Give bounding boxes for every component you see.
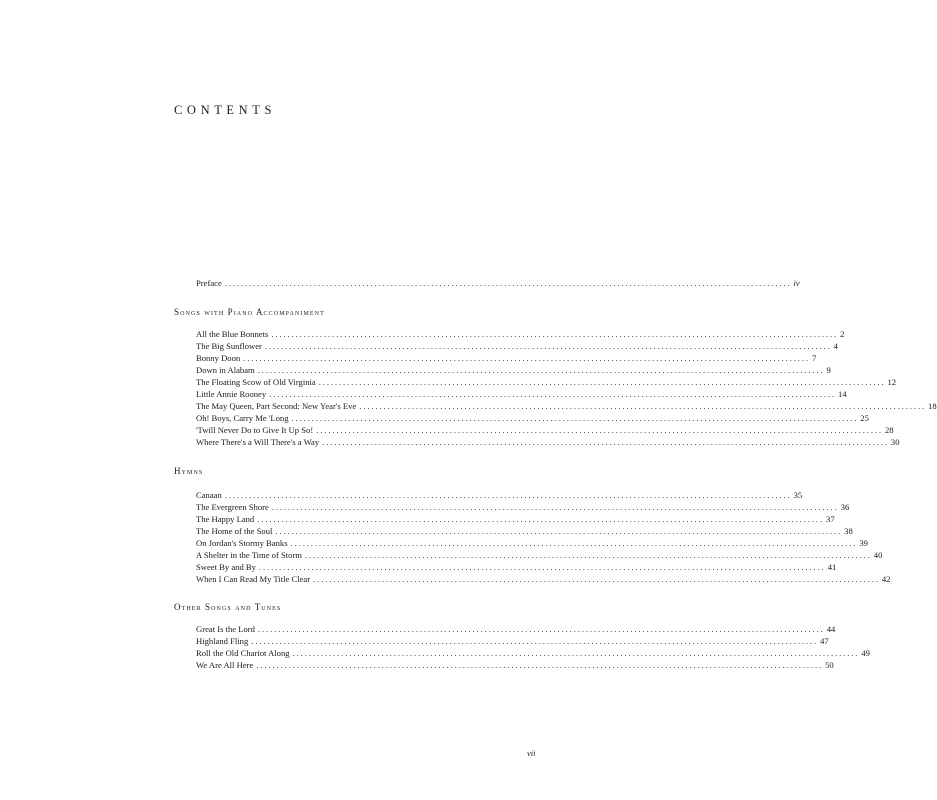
toc-entry-page: 35 [793, 490, 803, 500]
toc-entry-title: Sweet By and By [196, 562, 256, 572]
toc-entry-page: 40 [873, 550, 883, 560]
dot-leader: ............................................................................................................................................ [256, 660, 824, 670]
toc-entry-page: 44 [826, 624, 836, 634]
toc-entry-page: 4 [833, 341, 838, 351]
toc-entry-page: 49 [861, 648, 870, 658]
toc-entry-page: 12 [887, 377, 897, 387]
toc-entry-title: Oh! Boys, Carry Me 'Long [196, 413, 289, 423]
toc-entry-page: 42 [881, 574, 891, 584]
toc-entry-title: The Evergreen Shore [196, 502, 269, 512]
contents-title: CONTENTS [174, 103, 277, 117]
dot-leader: ............................................................................................................................................ [316, 425, 883, 435]
dot-leader: ............................................................................................................................................ [269, 389, 836, 399]
toc-entry-title: Down in Alabam [196, 365, 255, 375]
dot-leader: ............................................................................................................................................ [359, 401, 927, 411]
toc-entry [196, 647, 870, 659]
page-number: vii [527, 748, 536, 758]
dot-leader: ............................................................................................................................................ [313, 574, 880, 584]
toc-entry-title: The Big Sunflower [196, 341, 262, 351]
toc-entry-page: 14 [837, 389, 847, 399]
dot-leader: ............................................................................................................................................ [275, 526, 843, 536]
toc-entry-page: iv [793, 278, 800, 288]
toc-entry [196, 659, 834, 671]
toc-entry-page: 39 [859, 538, 868, 548]
section-heading-hymns: Hymns [174, 466, 204, 476]
toc-entry [196, 400, 937, 412]
toc-entry [196, 525, 853, 537]
dot-leader: ............................................................................................................................................ [271, 329, 839, 339]
toc-entry-page: 9 [826, 365, 831, 375]
toc-entry-title: On Jordan's Stormy Banks [196, 538, 288, 548]
toc-entry-title: The Home of the Soul [196, 526, 273, 536]
toc-entry-page: 18 [928, 401, 937, 411]
toc-entry [196, 424, 894, 436]
dot-leader: ............................................................................................................................................ [271, 502, 839, 512]
dot-leader: ............................................................................................................................................ [257, 624, 825, 634]
dot-leader: ............................................................................................................................................ [224, 490, 792, 500]
toc-entry [196, 549, 883, 561]
toc-entry [196, 352, 817, 364]
toc-entry-page: 36 [840, 502, 850, 512]
dot-leader: ............................................................................................................................................ [224, 278, 792, 288]
dot-leader: ............................................................................................................................................ [251, 636, 819, 646]
toc-entry-page: 30 [890, 437, 900, 447]
toc-entry-page: 47 [820, 636, 829, 646]
toc-entry [196, 412, 869, 424]
toc-entry-page: 50 [825, 660, 834, 670]
dot-leader: ............................................................................................................................................ [291, 413, 859, 423]
toc-entry [196, 537, 868, 549]
toc-entry-preface [196, 277, 800, 289]
toc-entry-title: We Are All Here [196, 660, 254, 670]
toc-entry [196, 376, 897, 388]
toc-entry-title: Little Annie Rooney [196, 389, 267, 399]
section-heading-other-songs: Other Songs and Tunes [174, 602, 282, 612]
dot-leader: ............................................................................................................................................ [322, 437, 889, 447]
toc-entry-page: 7 [811, 353, 817, 363]
toc-entry-title: Where There's a Will There's a Way [196, 437, 320, 447]
toc-entry-page: 37 [826, 514, 835, 524]
dot-leader: ............................................................................................................................................ [318, 377, 886, 387]
toc-entry [196, 561, 837, 573]
toc-entry-page: 38 [844, 526, 853, 536]
toc-entry-title: Highland Fling [196, 636, 249, 646]
toc-entry [196, 513, 835, 525]
toc-entry-title: 'Twill Never Do to Give It Up So! [196, 425, 314, 435]
dot-leader: ............................................................................................................................................ [243, 353, 810, 363]
toc-entry-title: Preface [196, 278, 222, 288]
toc-entry-title: All the Blue Bonnets [196, 329, 269, 339]
toc-entry-title: The May Queen, Part Second: New Year's Eve [196, 401, 357, 411]
toc-entry [196, 364, 831, 376]
dot-leader: ............................................................................................................................................ [292, 648, 860, 658]
toc-entry-title: Bonny Doon [196, 353, 241, 363]
toc-entry [196, 328, 845, 340]
toc-entry [196, 388, 847, 400]
toc-entry-title: A Shelter in the Time of Storm [196, 550, 302, 560]
toc-entry-title: The Floating Scow of Old Virginia [196, 377, 316, 387]
toc-entry [196, 623, 836, 635]
dot-leader: ............................................................................................................................................ [257, 365, 825, 375]
toc-entry [196, 489, 803, 501]
toc-entry-title: Roll the Old Chariot Along [196, 648, 290, 658]
toc-entry [196, 635, 829, 647]
toc-entry [196, 573, 891, 585]
toc-entry-title: The Happy Land [196, 514, 255, 524]
section-heading-songs-with-piano: Songs with Piano Accompaniment [174, 307, 325, 317]
toc-entry-title: Canaan [196, 490, 222, 500]
dot-leader: ............................................................................................................................................ [258, 562, 826, 572]
dot-leader: ............................................................................................................................................ [264, 341, 832, 351]
toc-entry-page: 25 [860, 413, 869, 423]
dot-leader: ............................................................................................................................................ [257, 514, 825, 524]
toc-entry-title: Great Is the Lord [196, 624, 255, 634]
toc-entry-title: When I Can Read My Title Clear [196, 574, 311, 584]
toc-entry-page: 2 [840, 329, 845, 339]
dot-leader: ............................................................................................................................................ [290, 538, 858, 548]
toc-entry [196, 340, 838, 352]
toc-entry [196, 436, 900, 448]
toc-entry [196, 501, 850, 513]
toc-entry-page: 28 [884, 425, 894, 435]
toc-entry-page: 41 [827, 562, 837, 572]
dot-leader: ............................................................................................................................................ [305, 550, 872, 560]
